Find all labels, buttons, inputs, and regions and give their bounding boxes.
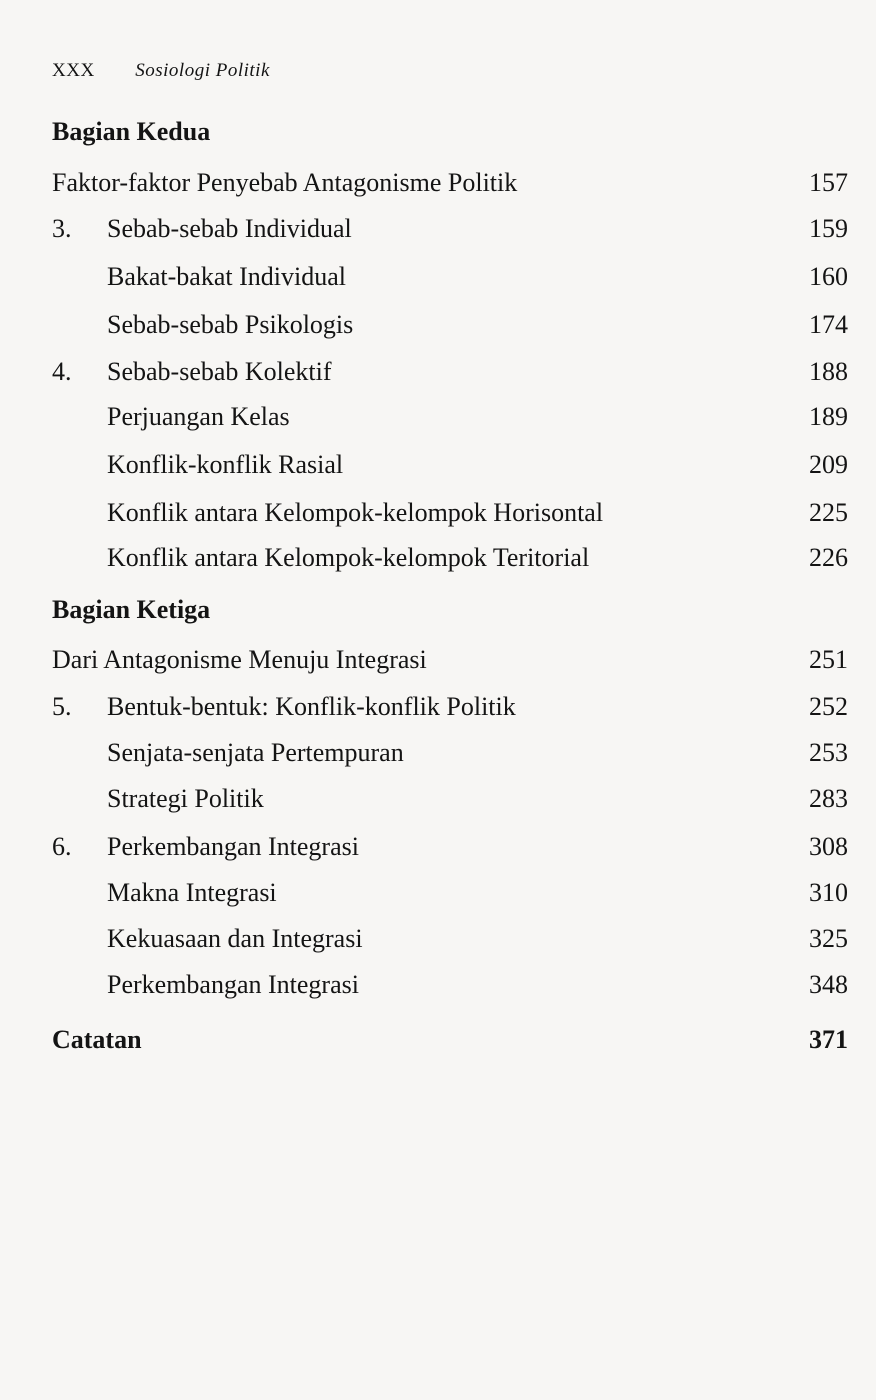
toc-entry-page: 226 — [809, 543, 848, 572]
book-title: Sosiologi Politik — [135, 60, 270, 81]
toc-entry-title: Perkembangan Integrasi — [107, 970, 359, 999]
page-number: XXX — [52, 60, 95, 81]
toc-entry-page: 174 — [809, 310, 848, 339]
toc-entry-page: 348 — [809, 970, 848, 999]
toc-entry-page: 310 — [809, 878, 848, 907]
toc-entry-page: 308 — [809, 832, 848, 861]
toc-entry-title: Konflik antara Kelompok-kelompok Horisontal — [107, 498, 604, 527]
section-heading: Bagian Kedua — [52, 117, 211, 146]
toc-entry-title: Sebab-sebab Psikologis — [107, 310, 354, 339]
toc-entry-page: 209 — [809, 450, 848, 479]
section-heading: Bagian Ketiga — [52, 595, 211, 624]
toc-entry-page: 325 — [809, 924, 848, 953]
toc-entry-page: 157 — [809, 168, 848, 197]
toc-entry-page: 159 — [809, 214, 848, 243]
notes-label: Catatan — [52, 1025, 142, 1054]
toc-entry-title: Konflik-konflik Rasial — [107, 450, 344, 479]
toc-entry-title: Bakat-bakat Individual — [107, 262, 346, 291]
toc-entry-title: Sebab-sebab Kolektif — [107, 357, 332, 386]
toc-entry-title: Makna Integrasi — [107, 878, 277, 907]
toc-entry-title: Senjata-senjata Pertempuran — [107, 738, 404, 767]
toc-entry-title: Dari Antagonisme Menuju Integrasi — [52, 645, 427, 674]
notes-page: 371 — [809, 1025, 848, 1054]
toc-entry-page: 252 — [809, 692, 848, 721]
toc-entry-title: Konflik antara Kelompok-kelompok Teritorial — [107, 543, 590, 572]
toc-entry-page: 160 — [809, 262, 848, 291]
toc-entry-title: Strategi Politik — [107, 784, 264, 813]
toc-entry-page: 251 — [809, 645, 848, 674]
toc-entry-title: Faktor-faktor Penyebab Antagonisme Politik — [52, 168, 518, 197]
toc-entry-page: 189 — [809, 402, 848, 431]
toc-entry-page: 188 — [809, 357, 848, 386]
running-header — [52, 60, 270, 82]
chapter-number: 3. — [52, 214, 72, 243]
toc-entry-title: Sebab-sebab Individual — [107, 214, 352, 243]
toc-entry-page: 225 — [809, 498, 848, 527]
chapter-number: 5. — [52, 692, 72, 721]
toc-entry-title: Perjuangan Kelas — [107, 402, 290, 431]
toc-entry-page: 283 — [809, 784, 848, 813]
chapter-number: 4. — [52, 357, 72, 386]
chapter-number: 6. — [52, 832, 72, 861]
toc-entry-title: Kekuasaan dan Integrasi — [107, 924, 363, 953]
toc-entry-title: Perkembangan Integrasi — [107, 832, 359, 861]
toc-entry-page: 253 — [809, 738, 848, 767]
toc-entry-title: Bentuk-bentuk: Konflik-konflik Politik — [107, 692, 516, 721]
